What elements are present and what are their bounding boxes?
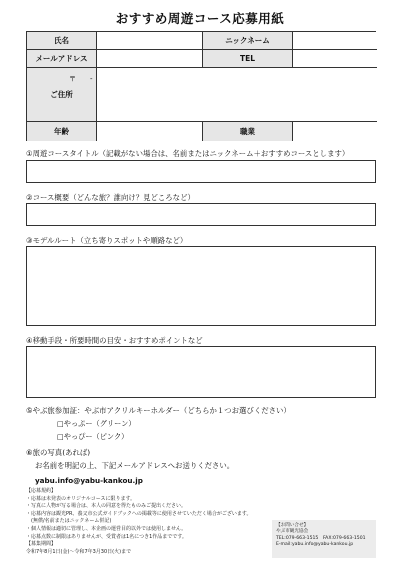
note-line: ・個人情報は適切に管理し、本企画の運営目的以外では使用しません。 — [26, 525, 187, 532]
nickname-field[interactable] — [293, 32, 377, 50]
section-photo: ⑥旅の写真(あれば) — [26, 448, 91, 457]
option-yappu[interactable]: □やっぷー（グリーン） — [57, 419, 136, 428]
section-transport: ④移動手段・所要時間の目安・おすすめポイントなど — [26, 336, 203, 345]
job-label: 職業 — [203, 122, 293, 141]
applicant-info-table — [26, 31, 376, 141]
application-rules — [26, 488, 266, 556]
note-line: ・応募点数に制限はありませんが、受賞者は1名につき1作品までです。 — [26, 533, 187, 540]
section-participation-keychain: ⑤やぶ旅参加証：やぶ市アクリルキーホルダー（どちらか１つお選びください） — [26, 406, 291, 415]
tel-label: TEL — [203, 50, 293, 68]
nickname-label: ニックネーム — [203, 32, 293, 50]
note-line: ・応募内容は観光PR、養父市公式ガイドブックへの掲載等に使用させていただく場合がございます。 — [26, 510, 252, 517]
email-label: メールアドレス — [27, 50, 97, 68]
transport-box[interactable] — [26, 346, 376, 398]
note-line: 【応募規約】 — [26, 488, 57, 494]
contact-line: やぶ市観光協会 — [276, 529, 309, 535]
age-field[interactable] — [97, 122, 203, 141]
note-line: 【募集期間】 — [26, 541, 57, 548]
note-line: 令和7年8月1日(金)〜令和7年3月30日(火)まで — [26, 548, 132, 555]
email-field[interactable] — [97, 50, 203, 68]
photo-instruction: お名前を明記の上、下記メールアドレスへお送りください。 — [35, 461, 235, 470]
option-yappi[interactable]: □やっぴー（ピンク） — [57, 432, 129, 441]
name-label: 氏名 — [27, 32, 97, 50]
postal-mark: 〒 - — [69, 75, 93, 83]
address-field[interactable] — [97, 68, 377, 122]
contact-line: TEL:079-663-1515 FAX:079-663-1501 — [276, 535, 366, 541]
section-course-overview: ②コース概要（どんな旅？誰向け？見どころなど） — [26, 193, 195, 202]
section-model-route: ③モデルルート（立ち寄りスポットや順路など） — [26, 236, 188, 245]
contact-line: 【お問い合せ】 — [276, 523, 309, 528]
job-field[interactable] — [293, 122, 377, 141]
contact-line: E-mail:yabu.info@yabu-kankou.jp — [276, 542, 354, 548]
course-overview-box[interactable] — [26, 203, 376, 226]
note-line: ・写真に人物が写る場合は、本人の同意を得たものみご提出ください。 — [26, 503, 187, 510]
submission-email[interactable]: yabu.info@yabu-kankou.jp — [35, 476, 143, 485]
name-field[interactable] — [97, 32, 203, 50]
note-line: ・応募は未発表のオリジナルコースに限ります。 — [26, 495, 136, 502]
contact-box — [272, 520, 376, 558]
section-course-title: ①周遊コースタイトル（記載がない場合は、名前またはニックネーム＋おすすめコースとします） — [26, 149, 350, 158]
model-route-box[interactable] — [26, 246, 376, 326]
page-title: おすすめ周遊コース応募用紙 — [115, 11, 285, 26]
course-title-box[interactable] — [26, 160, 376, 183]
age-label: 年齢 — [27, 122, 97, 141]
note-line: (無償/名前またはニックネーム併記) — [26, 518, 112, 525]
address-label: ご住所 — [27, 68, 97, 122]
tel-field[interactable] — [293, 50, 377, 68]
